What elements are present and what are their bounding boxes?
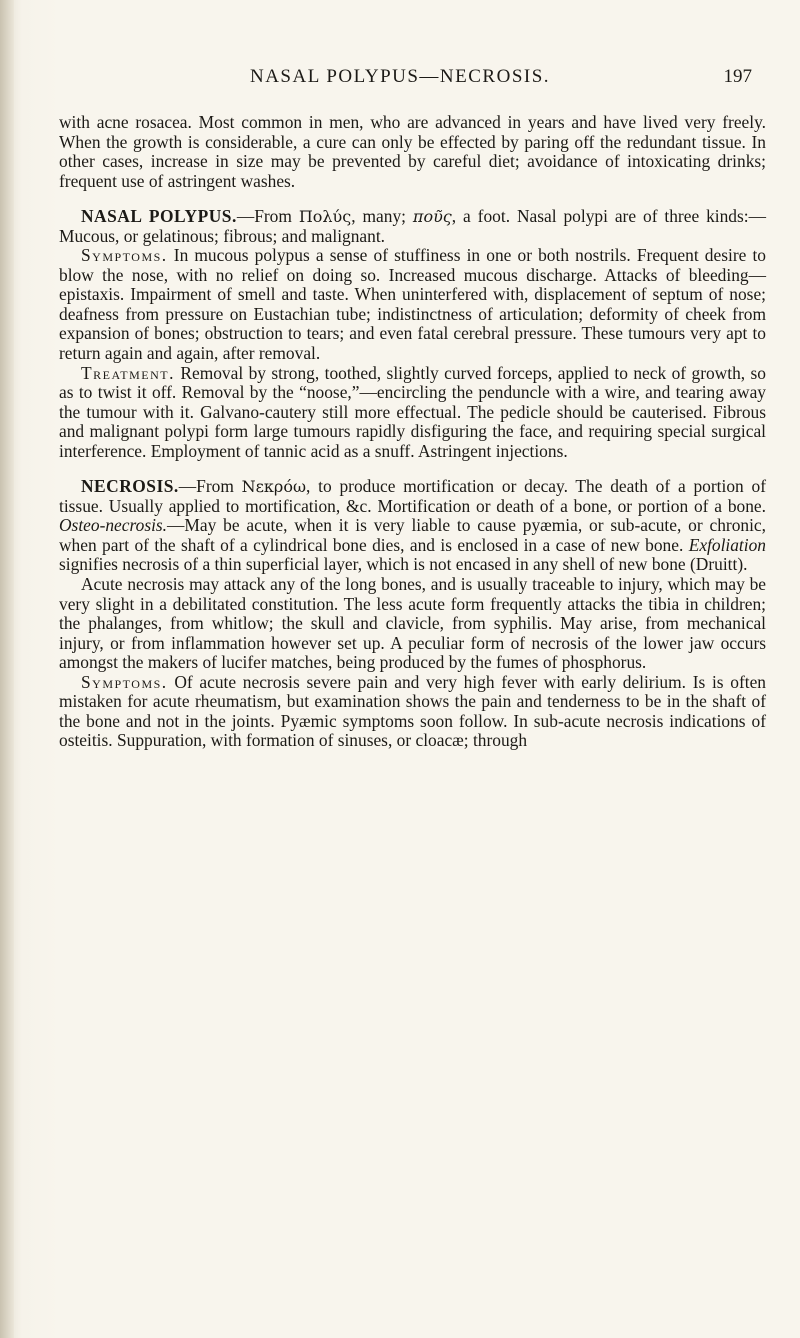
paragraph-nasal-polypus xyxy=(59,207,766,246)
paragraph-text: —From xyxy=(236,206,299,227)
paragraph-acute-necrosis xyxy=(59,575,766,673)
paragraph-text: with acne rosacea. Most common in men, who are advanced in years and have lived very freely. When the growth is considerable, a cure can only be effected by paring off the redundant tissue. In other cases, increase in size may be prevented by careful diet; avoidance of intoxicating drinks; frequent use of astringent washes. xyxy=(59,112,766,191)
subheading-treatment: Treatment. xyxy=(81,362,175,383)
paragraph-acne-rosacea xyxy=(59,113,766,191)
greek-word: Νεκρόω xyxy=(241,477,307,497)
subheading-symptoms: Symptoms. xyxy=(81,671,168,692)
paragraph-text: In mucous polypus a sense of stuffiness in one or both nostrils. Frequent desire to blow the nose, with no relief on doing so. Increased mucous discharge. Attacks of bleeding—epistaxis. Impairment of smell and taste. When uninterfered with, displacement of septum of nose; deafness from pressure on Eustachian tube; indistinctness of articulation; deformity of cheek from expansion of bones; obstruction to tears; and even fatal cerebral pressure. These tumours very apt to return again and again, after removal. xyxy=(59,245,766,364)
paragraph-symptoms-polypus xyxy=(59,246,766,363)
paragraph-text: Acute necrosis may attack any of the long bones, and is usually traceable to injury, which may be very slight in a debilitated constitution. The less acute form frequently attacks the tibia in children; the phalanges, from whitlow; the skull and clavicle, from syphilis. May arise, from mechanical injury, or from inflammation however set up. A peculiar form of necrosis of the lower jaw occurs amongst the makers of lucifer matches, being produced by the fumes of phosphorus. xyxy=(59,574,766,673)
running-head: NASAL POLYPUS—NECROSIS. xyxy=(249,66,551,87)
paragraph-text: , to produce mortification or decay. The death of a portion of tissue. Usually applied to mortification, &c. Mortification or death of a bone, or portion of a bone. xyxy=(59,476,766,516)
paragraph-treatment-polypus xyxy=(59,364,766,462)
italic-term-exfoliation: Exfoliation xyxy=(688,534,766,555)
body-text xyxy=(59,113,766,751)
paragraph-symptoms-necrosis xyxy=(59,673,766,751)
paragraph-text: Of acute necrosis severe pain and very high fever with early delirium. Is is often mistaken for acute rheumatism, but examination shows the pain and tenderness to be in the shaft of the bone and not in the joints. Pyæmic symptoms soon follow. In sub-acute necrosis indications of osteitis. Suppuration, with formation of sinuses, or cloacæ; through xyxy=(59,671,766,751)
greek-word: ποῦς xyxy=(412,207,452,227)
section-heading-nasal-polypus: NASAL POLYPUS. xyxy=(81,206,237,227)
subheading-symptoms: Symptoms. xyxy=(81,245,168,266)
paragraph-necrosis xyxy=(59,477,766,575)
greek-word: Πολύς xyxy=(298,207,352,227)
italic-term-osteo-necrosis: Osteo-necrosis. xyxy=(59,515,168,536)
section-heading-necrosis: NECROSIS. xyxy=(81,476,179,497)
page-number: 197 xyxy=(723,66,752,87)
paragraph-text: —May be acute, when it is very liable to cause pyæmia, or sub-acute, or chronic, when part of the shaft of a cylindrical bone dies, and is enclosed in a case of new bone. xyxy=(59,515,766,555)
page-spine-shadow xyxy=(0,0,14,1338)
page-header xyxy=(0,66,800,96)
paragraph-text: , a foot. Nasal polypi are of three kinds:—Mucous, or gelatinous; fibrous; and malignant. xyxy=(59,206,766,246)
paragraph-text: —From xyxy=(178,476,242,497)
paragraph-text: Removal by strong, toothed, slightly curved forceps, applied to neck of growth, so as to twist it off. Removal by the “noose,”—encircling the penduncle with a wire, and tearing away the tumour with it. Galvano-cautery still more effectual. The pedicle should be cauterised. Fibrous and malignant polypi form large tumours rapidly disfiguring the face, and requiring special surgical interference. Employment of tannic acid as a snuff. Astringent injections. xyxy=(59,362,766,461)
paragraph-text: signifies necrosis of a thin superficial layer, which is not encased in any shell of new bone (Druitt). xyxy=(59,554,748,575)
paragraph-text: , many; xyxy=(351,206,413,227)
